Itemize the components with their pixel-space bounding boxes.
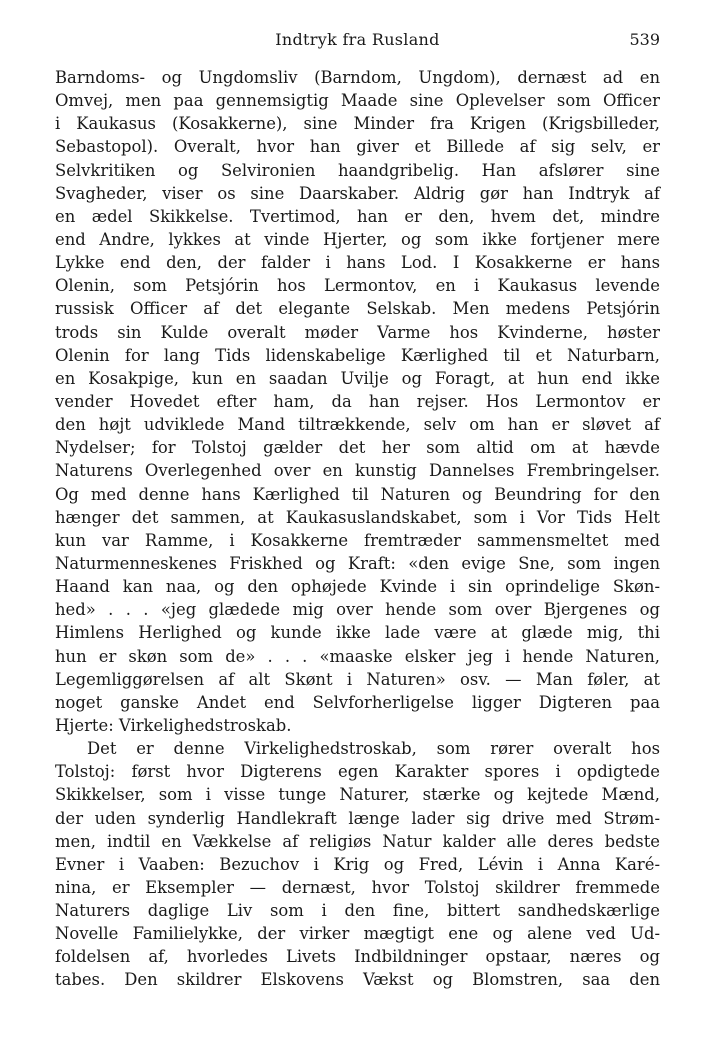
text-line: hun er skøn som de» . . . «maaske elsker jeg i hende Naturen, [55,646,660,666]
text-line: Og med denne hans Kærlighed til Naturen og Beundring for den [55,484,660,504]
text-line: i Kaukasus (Kosakkerne), sine Minder fra Krigen (Krigsbilleder, [55,114,660,134]
text-line: Olenin for lang Tids lidenskabelige Kærlighed til et Naturbarn, [55,345,660,365]
text-line: hænger det sammen, at Kaukasuslandskabet, som i Vor Tids Helt [55,507,660,527]
text-line: Himlens Herlighed og kunde ikke lade være at glæde mig, thi [55,623,660,643]
text-line: Naturers daglige Liv som i den fine, bittert sandhedskærlige [55,901,660,921]
text-line: Omvej, men paa gennemsigtig Maade sine Oplevelser som Officer [55,91,660,111]
page-number: 539 [629,30,660,49]
text-line: Tolstoj: først hvor Digterens egen Karakter spores i opdigtede [55,762,660,782]
running-title: Indtryk fra Rusland [275,30,440,49]
text-line: tabes. Den skildrer Elskovens Vækst og Blomstren, saa den [55,970,660,990]
text-line: trods sin Kulde overalt møder Varme hos Kvinderne, høster [55,322,660,342]
text-line: den højt udviklede Mand tiltrækkende, selv om han er sløvet af [55,415,660,435]
paragraph-end-line: Hjerte: Virkelighedstroskab. [55,715,292,735]
text-line: Olenin, som Petsjórin hos Lermontov, en i Kaukasus levende [55,276,660,296]
text-line: Skikkelser, som i visse tunge Naturer, stærke og kejtede Mænd, [55,785,660,805]
text-line: foldelsen af, hvorledes Livets Indbildninger opstaar, næres og [55,947,660,967]
text-line: Lykke end den, der falder i hans Lod. I Kosakkerne er hans [55,253,660,273]
text-line: Naturens Overlegenhed over en kunstig Dannelses Frembringelser. [55,461,660,481]
text-line: Evner i Vaaben: Bezuchov i Krig og Fred, Lévin i Anna Karé- [55,854,660,874]
text-line: noget ganske Andet end Selvforherligelse ligger Digteren paa [55,692,660,712]
running-head [55,30,660,58]
text-line: Svagheder, viser os sine Daarskaber. Aldrig gør han Indtryk af [55,183,660,203]
text-line: Novelle Familielykke, der virker mægtigt ene og alene ved Ud- [55,924,660,944]
text-line: der uden synderlig Handlekraft længe lader sig drive med Strøm- [55,808,660,828]
text-line: end Andre, lykkes at vinde Hjerter, og som ikke fortjener mere [55,229,660,249]
text-line: hed» . . . «jeg glædede mig over hende som over Bjergenes og [55,600,660,620]
paragraph-start-line: Det er denne Virkelighedstroskab, som rører overalt hos [87,739,660,759]
text-line: en Kosakpige, kun en saadan Uvilje og Foragt, at hun end ikke [55,368,660,388]
body-text [55,66,660,992]
text-line: kun var Ramme, i Kosakkerne fremtræder sammensmeltet med [55,530,660,550]
text-line: Selvkritiken og Selvironien haandgribelig. Han afslører sine [55,160,660,180]
text-line: russisk Officer af det elegante Selskab. Men medens Petsjórin [55,299,660,319]
text-line: en ædel Skikkelse. Tvertimod, han er den, hvem det, mindre [55,206,660,226]
text-line: Legemliggørelsen af alt Skønt i Naturen» osv. — Man føler, at [55,669,660,689]
text-line: Naturmenneskenes Friskhed og Kraft: «den evige Sne, som ingen [55,553,660,573]
text-line: men, indtil en Vækkelse af religiøs Natur kalder alle deres bedste [55,831,660,851]
text-line: Nydelser; for Tolstoj gælder det her som altid om at hævde [55,438,660,458]
book-page [55,30,660,992]
text-line: Sebastopol). Overalt, hvor han giver et Billede af sig selv, er [55,137,660,157]
text-line: vender Hovedet efter ham, da han rejser. Hos Lermontov er [55,391,660,411]
text-line: nina, er Eksempler — dernæst, hvor Tolstoj skildrer fremmede [55,877,660,897]
text-line: Haand kan naa, og den ophøjede Kvinde i sin oprindelige Skøn- [55,577,660,597]
text-line: Barndoms- og Ungdomsliv (Barndom, Ungdom), dernæst ad en [55,68,660,87]
